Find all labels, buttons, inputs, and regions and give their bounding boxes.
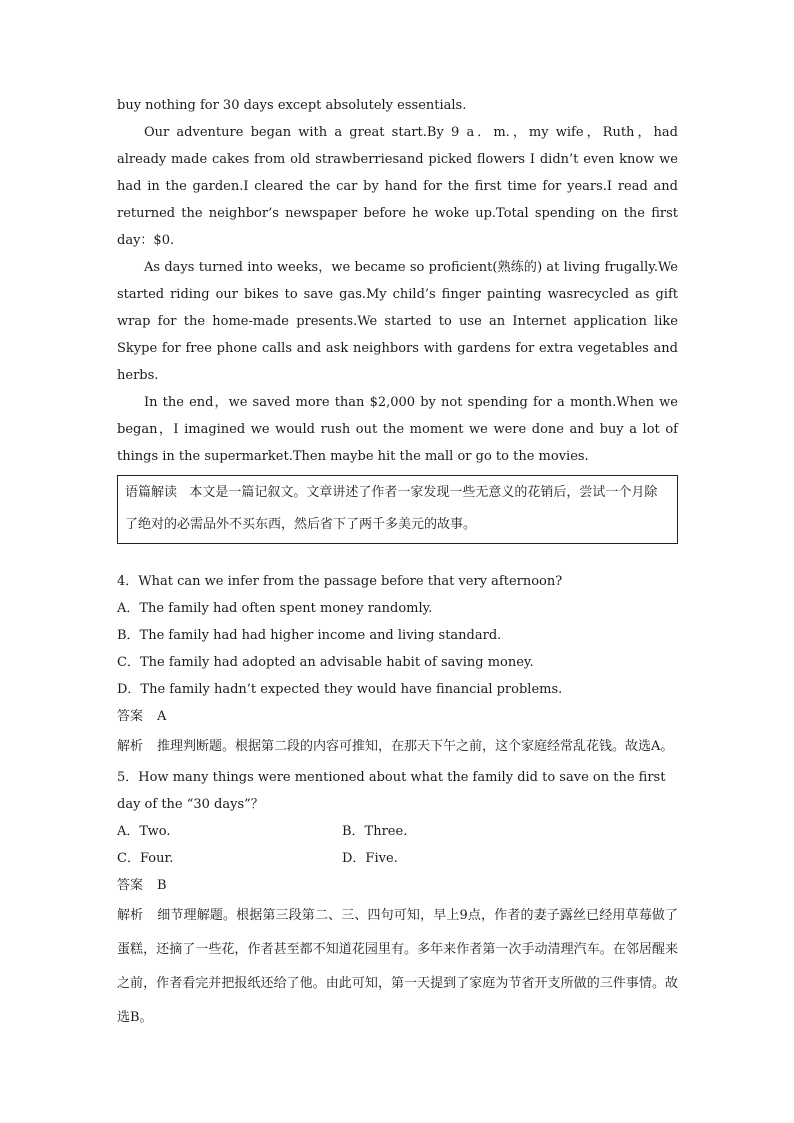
passage-paragraph: As days turned into weeks，we became so proficient(熟练的) at living frugally.We started riding our bikes to save gas.My child’s finger painting wasrecycled as gift wrap for the home-made presents.We started to use an Internet application like Skype for free phone calls and ask neighbors with gardens for extra vegetables and herbs. [117,260,678,383]
summary-label: 语篇解读 [125,485,178,500]
option-b: B．Three. [342,824,408,839]
question-stem: 5．How many things were mentioned about what the family did to save on the first day of the “30 days”？ [117,770,666,812]
question-5 [117,764,678,1035]
analysis-text: 推理判断题。根据第二段的内容可推知，在那天下午之前，这个家庭经常乱花钱。故选A。 [157,739,674,754]
passage-paragraph: In the end，we saved more than $2,000 by not spending for a month.When we began，I imagined we would rush out the moment we were done and buy a lot of things in the supermarket.Then maybe hit the mall or go to the movies. [117,395,678,464]
option-a: A．The family had often spent money randomly. [117,601,433,616]
analysis [117,899,678,1035]
answer-value: B [157,878,167,893]
answer-label: 答案 [117,878,144,893]
options-row [117,845,678,872]
analysis [117,730,678,764]
question-4 [117,568,678,764]
analysis-label: 解析 [117,739,144,754]
answer-line [117,703,678,730]
option-a: A．Two. [117,824,171,839]
summary-box [117,475,678,544]
options-row [117,818,678,845]
summary-text: 本文是一篇记叙文。文章讲述了作者一家发现一些无意义的花销后，尝试一个月除了绝对的必需品外不买东西，然后省下了两千多美元的故事。 [125,485,658,532]
option-b: B．The family had had higher income and living standard. [117,628,502,643]
analysis-label: 解析 [117,908,144,923]
question-stem: 4．What can we infer from the passage before that very afternoon? [117,574,563,589]
option-d: D．Five. [342,851,398,866]
option-d: D．The family hadn’t expected they would have financial problems. [117,682,563,697]
option-c: C．The family had adopted an advisable habit of saving money. [117,655,534,670]
document-page [117,92,678,1035]
answer-line [117,872,678,899]
passage-paragraph: Our adventure began with a great start.By 9 a．m.，my wife，Ruth，had already made cakes from old strawberriesand picked flowers I didn’t even know we had in the garden.I cleared the car by hand for the first time for years.I read and returned the neighbor’s newspaper before he woke up.Total spending on the first day：$0. [117,125,678,248]
answer-value: A [157,709,167,724]
analysis-text: 细节理解题。根据第三段第二、三、四句可知，早上9点，作者的妻子露丝已经用草莓做了蛋糕，还摘了一些花，作者甚至都不知道花园里有。多年来作者第一次手动清理汽车。在邻居醒来之前，作者看完并把报纸还给了他。由此可知，第一天提到了家庭为节省开支所做的三件事情。故选B。 [117,908,678,1025]
option-c: C．Four. [117,851,174,866]
passage-paragraph: buy nothing for 30 days except absolutely essentials. [117,98,467,113]
answer-label: 答案 [117,709,144,724]
